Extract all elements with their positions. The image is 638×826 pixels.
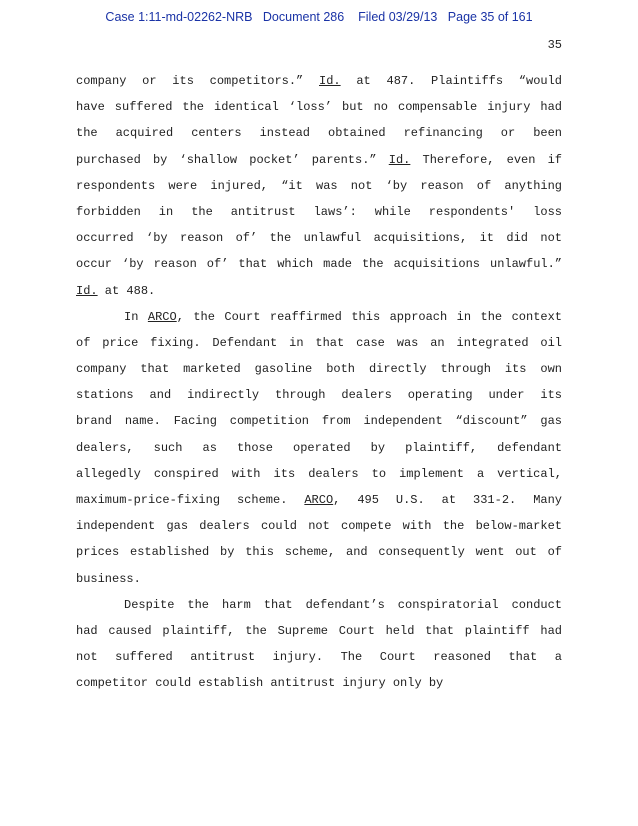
text-line <box>76 251 562 277</box>
text-segment: stations and indirectly through dealers operating under its <box>76 388 562 403</box>
text-segment: respondents were injured, “it was not ‘by reason of anything <box>76 178 562 193</box>
text-line <box>76 382 562 408</box>
text-segment: In <box>124 309 148 324</box>
ecf-header <box>0 10 638 24</box>
text-segment: at 487. Plaintiffs “would <box>340 74 562 88</box>
text-segment: brand name. Facing competition from independent “discount” gas <box>76 414 562 429</box>
text-segment: allegedly conspired with its dealers to implement a vertical, <box>76 466 562 481</box>
text-line <box>76 618 562 644</box>
text-segment: had caused plaintiff, the Supreme Court held that plaintiff had <box>76 623 562 638</box>
text-segment: occurred ‘by reason of’ the unlawful acquisitions, it did not <box>76 231 562 246</box>
text-line <box>76 644 562 670</box>
text-line <box>76 461 562 487</box>
text-line <box>76 592 562 618</box>
text-segment: Despite the harm that defendant’s conspiratorial conduct <box>124 597 562 612</box>
text-segment: at 488. <box>97 283 156 298</box>
filed-date: Filed 03/29/13 <box>358 10 438 24</box>
text-line <box>76 566 562 592</box>
text-segment: dealers, such as those operated by plaintiff, defendant <box>76 440 562 455</box>
text-line <box>76 487 562 513</box>
text-segment: , the Court reaffirmed this approach in the context <box>176 309 563 324</box>
text-segment: occur ‘by reason of’ that which made the acquisitions unlawful.” <box>76 257 562 272</box>
document-body <box>76 68 562 697</box>
page-of: Page 35 of 161 <box>447 10 533 24</box>
text-line <box>76 94 562 120</box>
text-segment: have suffered the identical ‘loss’ but no compensable injury had <box>76 100 562 115</box>
text-line <box>76 356 562 382</box>
text-line <box>76 278 562 304</box>
text-line <box>76 120 562 146</box>
case-number: Case 1:11-md-02262-NRB <box>105 10 253 24</box>
text-segment: Therefore, even if <box>410 152 562 167</box>
text-line <box>76 68 562 94</box>
document-number: Document 286 <box>262 10 345 24</box>
text-segment: purchased by ‘shallow pocket’ parents.” <box>76 152 389 167</box>
text-segment: company or its competitors.” <box>76 74 319 88</box>
text-segment: business. <box>76 571 141 586</box>
text-line <box>76 304 562 330</box>
text-line <box>76 408 562 434</box>
text-line <box>76 330 562 356</box>
text-line <box>76 435 562 461</box>
text-line <box>76 199 562 225</box>
text-segment: the acquired centers instead obtained refinancing or been <box>76 126 562 141</box>
text-line <box>76 670 562 696</box>
text-segment: maximum-price-fixing scheme. <box>76 493 305 507</box>
text-line <box>76 539 562 565</box>
text-segment: prices established by this scheme, and consequently went out of <box>76 545 562 560</box>
text-segment: company that marketed gasoline both directly through its own <box>76 362 562 377</box>
text-segment: not suffered antitrust injury. The Court reasoned that a <box>76 650 562 665</box>
citation: Id. <box>76 283 98 298</box>
text-line <box>76 173 562 199</box>
text-line <box>76 147 562 173</box>
page-number: 35 <box>547 38 562 52</box>
text-line <box>76 513 562 539</box>
text-segment: , 495 U.S. at 331-2. Many <box>333 493 562 507</box>
citation: ARCO <box>147 309 177 324</box>
citation: Id. <box>388 152 411 167</box>
citation: Id. <box>319 74 341 88</box>
text-segment: competitor could establish antitrust injury only by <box>76 676 444 691</box>
text-segment: of price fixing. Defendant in that case was an integrated oil <box>76 335 562 350</box>
text-line <box>76 225 562 251</box>
text-segment: independent gas dealers could not compete with the below-market <box>76 519 562 534</box>
citation: ARCO <box>304 493 334 507</box>
text-segment: forbidden in the antitrust laws’: while respondents' loss <box>76 204 562 219</box>
